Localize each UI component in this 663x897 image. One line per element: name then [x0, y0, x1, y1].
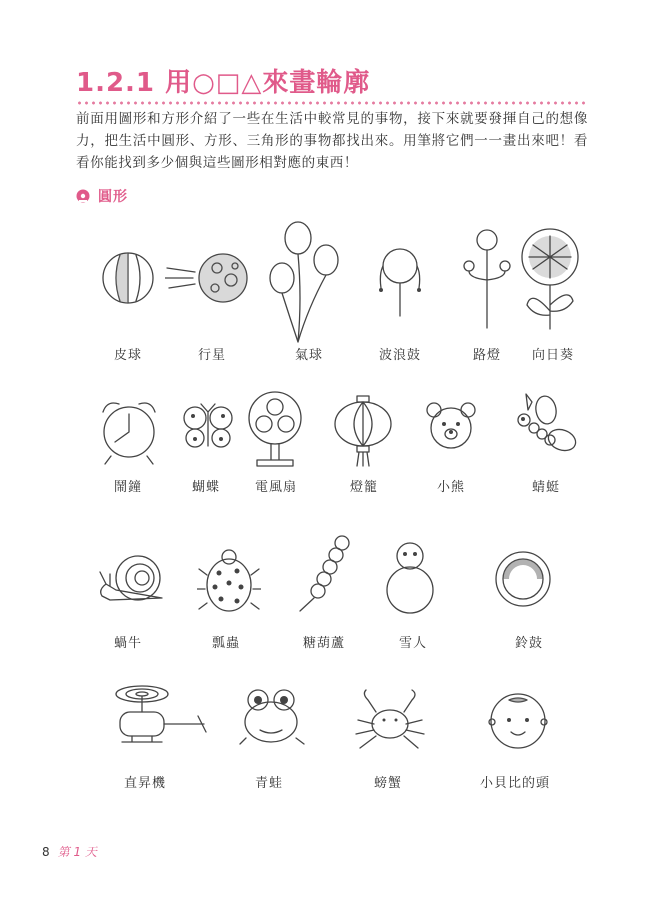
butterfly-drawing — [181, 402, 235, 450]
item-label: 鬧鐘 — [113, 480, 143, 495]
item-label: 小熊 — [436, 480, 466, 495]
item-label: 蝸牛 — [113, 636, 143, 651]
chapter-label: 第 1 天 — [57, 845, 97, 859]
lantern-drawing — [333, 392, 393, 468]
planet-drawing — [165, 250, 249, 306]
section-label: 圓形 — [98, 189, 128, 205]
bear-drawing — [424, 400, 478, 450]
tambourine-drawing — [492, 548, 554, 610]
ladybug-drawing — [197, 545, 261, 613]
electric-fan-drawing — [247, 390, 303, 470]
page-footer — [42, 843, 97, 860]
page-number: 8 — [42, 845, 50, 859]
helicopter-drawing — [108, 680, 208, 752]
snail-drawing — [96, 550, 170, 606]
item-label: 波浪鼓 — [378, 348, 422, 363]
crab-drawing — [352, 688, 426, 750]
sunflower-drawing — [517, 225, 583, 331]
item-label: 氣球 — [294, 348, 324, 363]
item-label: 直昇機 — [123, 776, 167, 791]
dotted-divider — [76, 101, 586, 105]
dragonfly-drawing — [512, 390, 582, 462]
section-heading — [76, 186, 128, 206]
item-label: 路燈 — [472, 348, 502, 363]
street-lamp-drawing — [462, 228, 512, 330]
snowman-drawing — [385, 540, 435, 616]
item-label: 燈籠 — [349, 480, 379, 495]
item-label: 螃蟹 — [373, 776, 403, 791]
frog-drawing — [238, 686, 306, 748]
item-label: 電風扇 — [254, 480, 298, 495]
item-label: 青蛙 — [254, 776, 284, 791]
intro-paragraph: 前面用圖形和方形介紹了一些在生活中較常見的事物，接下來就要發揮自己的想像力，把生活中圓形、方形、三角形的事物都找出來。用筆將它們一一畫出來吧！看看你能找到多少個與這些圖形相對應的東西！ — [76, 111, 588, 171]
item-label: 向日葵 — [531, 348, 575, 363]
item-label: 雪人 — [398, 636, 428, 651]
flower-icon — [76, 189, 90, 203]
item-label: 糖葫蘆 — [302, 636, 346, 651]
candied-haws-drawing — [296, 533, 356, 613]
ball-drawing — [100, 250, 156, 306]
item-label: 蜻蜓 — [531, 480, 561, 495]
page-title: 1.2.1 用○□△來畫輪廓 — [76, 68, 371, 98]
item-label: 瓢蟲 — [211, 636, 241, 651]
item-label: 行星 — [197, 348, 227, 363]
rattle-drum-drawing — [375, 244, 425, 318]
item-label: 皮球 — [113, 348, 143, 363]
item-label: 小貝比的頭 — [479, 776, 551, 791]
balloons-drawing — [268, 218, 344, 344]
alarm-clock-drawing — [97, 398, 161, 466]
baby-head-drawing — [487, 690, 549, 752]
item-label: 蝴蝶 — [191, 480, 221, 495]
item-label: 鈴鼓 — [514, 636, 544, 651]
